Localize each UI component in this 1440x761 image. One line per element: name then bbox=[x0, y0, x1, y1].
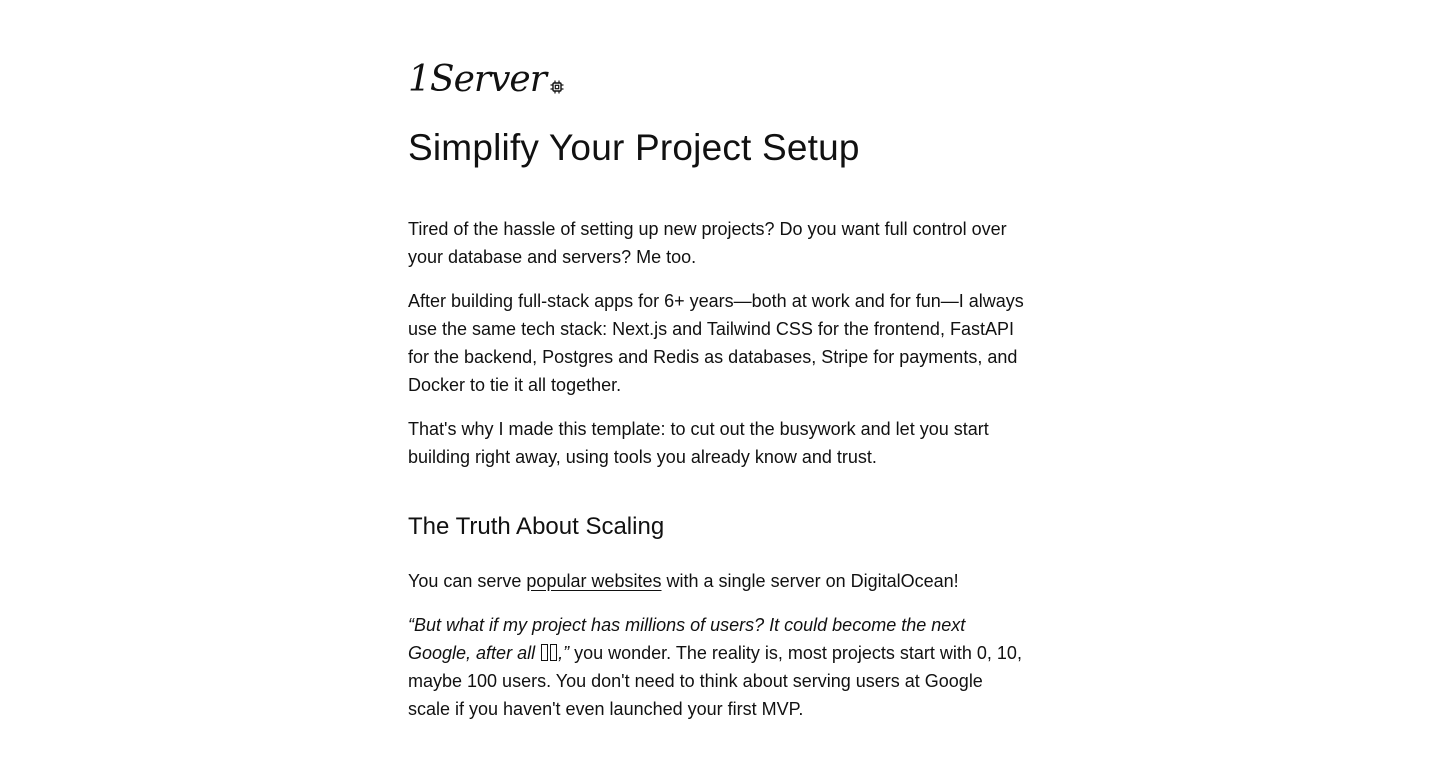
intro-paragraph-3: That's why I made this template: to cut out the busywork and let you start building right away, using tools you already know and trust. bbox=[408, 419, 989, 467]
chip-icon bbox=[550, 80, 564, 94]
quote-text-start: “But what if my project has millions of users? It could become the next Google, after all bbox=[408, 615, 966, 663]
intro-paragraph-2: After building full-stack apps for 6+ years—both at work and for fun—I always use the same tech stack: Next.js and Tailwind CSS for the frontend, FastAPI for the backend, Postgres and Redis as databases, Stripe for payments, and Docker to tie it all together. bbox=[408, 291, 1024, 395]
logo-text: 1Server bbox=[408, 59, 546, 100]
scaling-paragraph-1 bbox=[408, 567, 1028, 595]
logo[interactable] bbox=[408, 56, 564, 100]
page-title: Simplify Your Project Setup bbox=[408, 127, 860, 168]
intro-paragraph-1: Tired of the hassle of setting up new projects? Do you want full control over your database and servers? Me too. bbox=[408, 219, 1007, 267]
scaling-paragraph-2 bbox=[408, 611, 1028, 723]
scaling-text-before: You can serve bbox=[408, 571, 527, 591]
scaling-paragraph-2-rest: you wonder. The reality is, most projects start with 0, 10, maybe 100 users. You don't need to think about serving users at Google scale if you haven't even launched your first MVP. bbox=[408, 643, 1022, 719]
section-heading-scaling: The Truth About Scaling bbox=[408, 513, 665, 540]
scaling-text-after: with a single server on DigitalOcean! bbox=[661, 571, 959, 591]
quote-text-end: ,” bbox=[558, 643, 570, 663]
popular-websites-link[interactable]: popular websites bbox=[526, 571, 662, 591]
missing-glyph-icon bbox=[540, 643, 558, 663]
